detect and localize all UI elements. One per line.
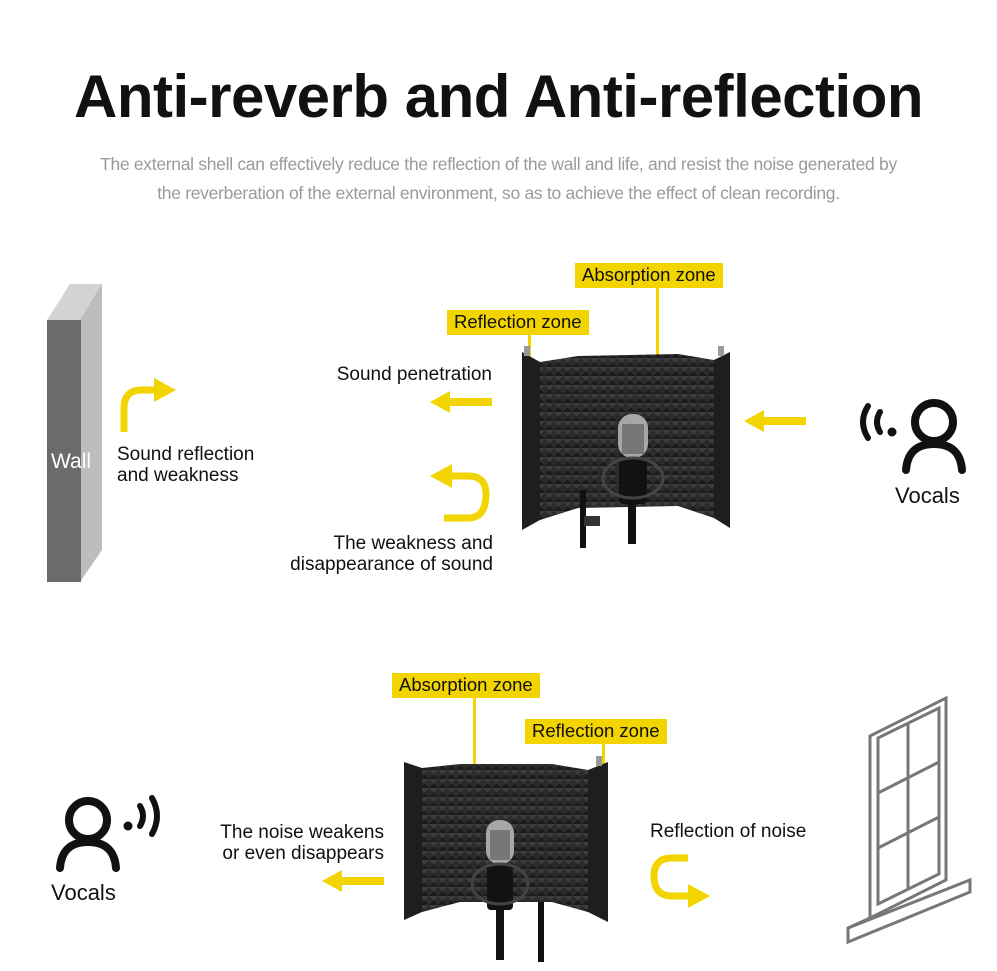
u-turn-arrow-icon xyxy=(116,378,186,438)
noise-weakens-text xyxy=(160,822,384,864)
sound-reflection-text xyxy=(117,444,254,486)
sound-reflection-line-2: and weakness xyxy=(117,465,239,486)
microphone-shield-image xyxy=(518,340,734,550)
subtitle-line-2: the reverberation of the external environment, so as to achieve the effect of clean recording. xyxy=(157,183,840,203)
noise-weakens-line-1: The noise weakens xyxy=(220,822,384,843)
sound-reflection-line-1: Sound reflection xyxy=(117,444,255,465)
left-arrow-icon xyxy=(744,410,808,434)
person-sound-icon xyxy=(856,396,966,476)
page-title: Anti-reverb and Anti-reflection xyxy=(73,63,924,130)
left-arrow-icon xyxy=(430,391,494,415)
microphone-shield-image xyxy=(402,752,614,968)
reflection-zone-tag: Reflection zone xyxy=(525,719,667,744)
subtitle xyxy=(40,150,957,208)
weakness-line-1: The weakness and xyxy=(333,533,493,554)
reflection-zone-tag: Reflection zone xyxy=(447,310,589,335)
weakness-text xyxy=(230,533,493,575)
u-turn-arrow-icon xyxy=(648,852,714,912)
vocals-label: Vocals xyxy=(51,880,116,905)
wall-label: Wall xyxy=(51,450,92,473)
window-icon xyxy=(846,696,972,946)
u-turn-arrow-icon xyxy=(430,464,494,526)
person-sound-icon xyxy=(56,790,166,870)
absorption-zone-tag: Absorption zone xyxy=(575,263,723,288)
noise-weakens-line-2: or even disappears xyxy=(222,843,384,864)
wall-illustration xyxy=(40,280,110,590)
weakness-line-2: disappearance of sound xyxy=(290,554,493,575)
left-arrow-icon xyxy=(322,870,386,894)
absorption-zone-tag: Absorption zone xyxy=(392,673,540,698)
sound-penetration-text: Sound penetration xyxy=(336,364,492,385)
vocals-label: Vocals xyxy=(895,483,960,508)
subtitle-line-1: The external shell can effectively reduce the reflection of the wall and life, and resist the noise generated by xyxy=(100,154,897,174)
reflection-of-noise-text: Reflection of noise xyxy=(650,821,807,842)
